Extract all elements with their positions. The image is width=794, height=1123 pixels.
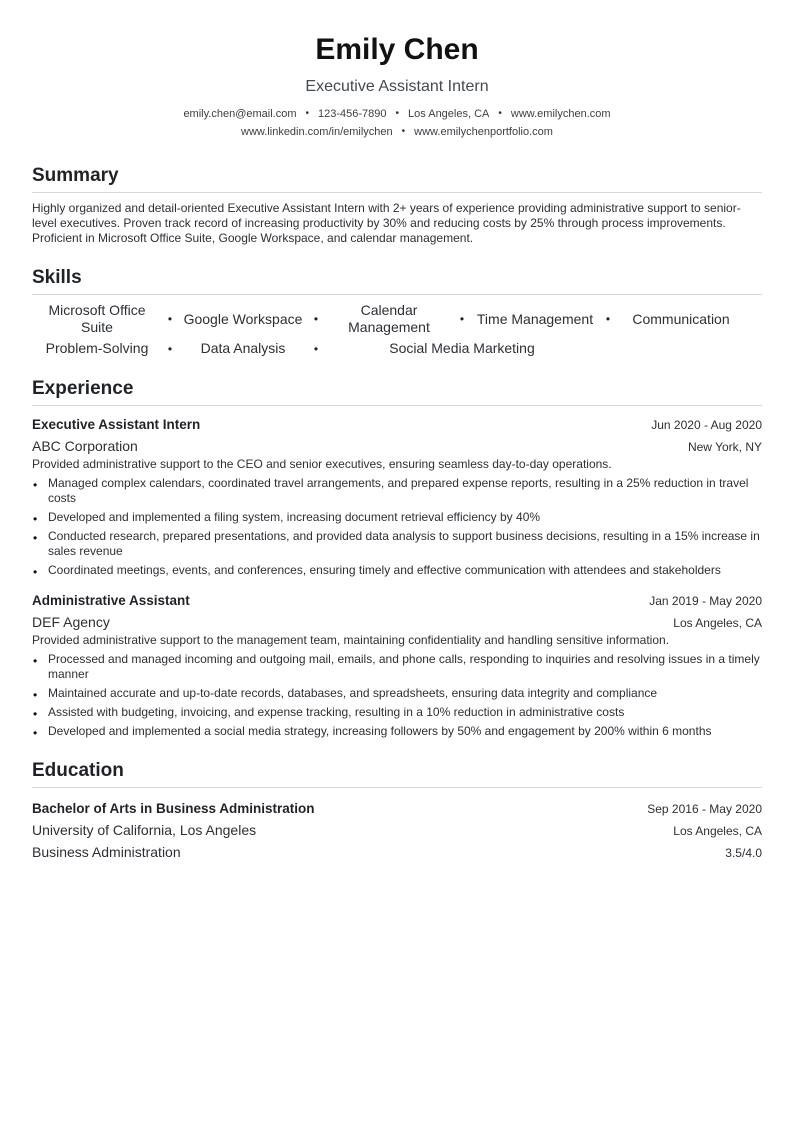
job-role: Executive Assistant Intern [32, 417, 201, 432]
bullet-icon: • [33, 726, 38, 740]
resume-header [32, 30, 762, 140]
bullet-icon: • [33, 654, 38, 668]
bullet-text: Assisted with budgeting, invoicing, and expense tracking, resulting in a 10% reduction in administrative costs [48, 705, 625, 719]
list-item [32, 724, 762, 739]
separator-dot: • [459, 312, 465, 326]
list-item [32, 476, 762, 506]
candidate-name: Emily Chen [315, 33, 479, 66]
list-item [32, 686, 762, 701]
summary-section [32, 164, 762, 246]
list-item [32, 529, 762, 559]
list-item [32, 563, 762, 578]
separator-dot: • [605, 312, 611, 326]
skill-item: Data Analysis [200, 340, 286, 356]
job-company: ABC Corporation [32, 438, 138, 454]
job-dates: Jan 2019 - May 2020 [649, 594, 762, 608]
separator-dot: • [498, 108, 502, 119]
education-entry [32, 798, 762, 864]
major-name: Business Administration [32, 844, 181, 860]
separator-dot: • [305, 108, 310, 119]
job-location: Los Angeles, CA [673, 616, 762, 630]
separator-dot: • [313, 341, 319, 356]
skill-item: Calendar Management [348, 302, 430, 335]
experience-heading: Experience [32, 377, 762, 406]
skill-item: Google Workspace [183, 310, 303, 327]
skill-item: Communication [632, 310, 730, 327]
separator-dot: • [167, 341, 173, 356]
separator-dot: • [313, 312, 319, 326]
contact-row [32, 106, 762, 122]
skills-heading: Skills [32, 266, 762, 295]
bullet-text: Maintained accurate and up-to-date records, databases, and spreadsheets, ensuring data integrity and compliance [48, 686, 658, 700]
bullet-icon: • [33, 478, 38, 492]
bullet-text: Conducted research, prepared presentations, and provided data analysis to support business decisions, resulting in a 15% increase in sales revenue [48, 529, 760, 558]
education-section [32, 759, 762, 864]
list-item [32, 705, 762, 720]
bullet-icon: • [33, 531, 38, 545]
separator-dot: • [401, 126, 406, 137]
list-item [32, 652, 762, 682]
bullet-text: Managed complex calendars, coordinated travel arrangements, and prepared expense reports, resulting in a 25% reduction in travel costs [48, 476, 749, 505]
email-link[interactable]: emily.chen@email.com [183, 108, 297, 120]
skill-item: Problem-Solving [45, 340, 149, 356]
bullet-icon: • [33, 565, 38, 579]
job-dates: Jun 2020 - Aug 2020 [651, 418, 762, 432]
bullet-text: Developed and implemented a filing system, increasing document retrieval efficiency by 40% [48, 510, 541, 524]
job-description: Provided administrative support to the management team, maintaining confidentiality and handling sensitive information. [32, 633, 670, 647]
bullet-text: Developed and implemented a social media strategy, increasing followers by 50% and engagement by 200% within 6 months [48, 724, 712, 738]
phone-number[interactable]: 123-456-7890 [318, 108, 387, 120]
education-heading: Education [32, 759, 762, 788]
job-company: DEF Agency [32, 614, 110, 630]
experience-section [32, 377, 762, 739]
linkedin-link[interactable]: www.linkedin.com/in/emilychen [241, 126, 393, 138]
skills-grid [32, 302, 762, 357]
bullet-text: Coordinated meetings, events, and conferences, ensuring timely and effective communication with attendees and stakeholders [48, 563, 721, 577]
school-name: University of California, Los Angeles [32, 822, 257, 838]
skill-item: Social Media Marketing [389, 340, 535, 356]
list-item [32, 510, 762, 525]
job-role: Administrative Assistant [32, 593, 190, 608]
gpa-value: 3.5/4.0 [725, 846, 762, 860]
skills-section [32, 266, 762, 357]
bullet-icon: • [33, 688, 38, 702]
website-link[interactable]: www.emilychen.com [510, 108, 611, 120]
school-location: Los Angeles, CA [673, 824, 762, 838]
job-entry [32, 592, 762, 739]
separator-dot: • [395, 108, 400, 119]
summary-heading: Summary [32, 164, 762, 193]
summary-text: Highly organized and detail-oriented Executive Assistant Intern with 2+ years of experience providing administrative support to senior-level executives. Proven track record of increasing productivity by 30% and reducing costs by 25% through process improvements. Proficient in Microsoft Office Suite, Google Workspace, and calendar management. [32, 201, 741, 245]
separator-dot: • [167, 312, 173, 326]
degree-name: Bachelor of Arts in Business Administration [32, 801, 315, 816]
bullet-icon: • [33, 707, 38, 721]
job-description: Provided administrative support to the CEO and senior executives, ensuring seamless day-to-day operations. [32, 457, 612, 471]
job-bullets [32, 652, 762, 739]
education-dates: Sep 2016 - May 2020 [647, 802, 762, 816]
job-location: New York, NY [687, 440, 762, 454]
job-entry [32, 416, 762, 578]
location-text: Los Angeles, CA [408, 108, 490, 120]
job-bullets [32, 476, 762, 578]
skill-item: Time Management [476, 310, 594, 327]
bullet-icon: • [33, 512, 38, 526]
skill-item: Microsoft Office Suite [48, 302, 146, 335]
candidate-title: Executive Assistant Intern [305, 78, 489, 95]
links-row [32, 124, 762, 140]
portfolio-link[interactable]: www.emilychenportfolio.com [414, 126, 553, 138]
bullet-text: Processed and managed incoming and outgoing mail, emails, and phone calls, responding to inquiries and resolving issues in a timely manner [48, 652, 760, 681]
